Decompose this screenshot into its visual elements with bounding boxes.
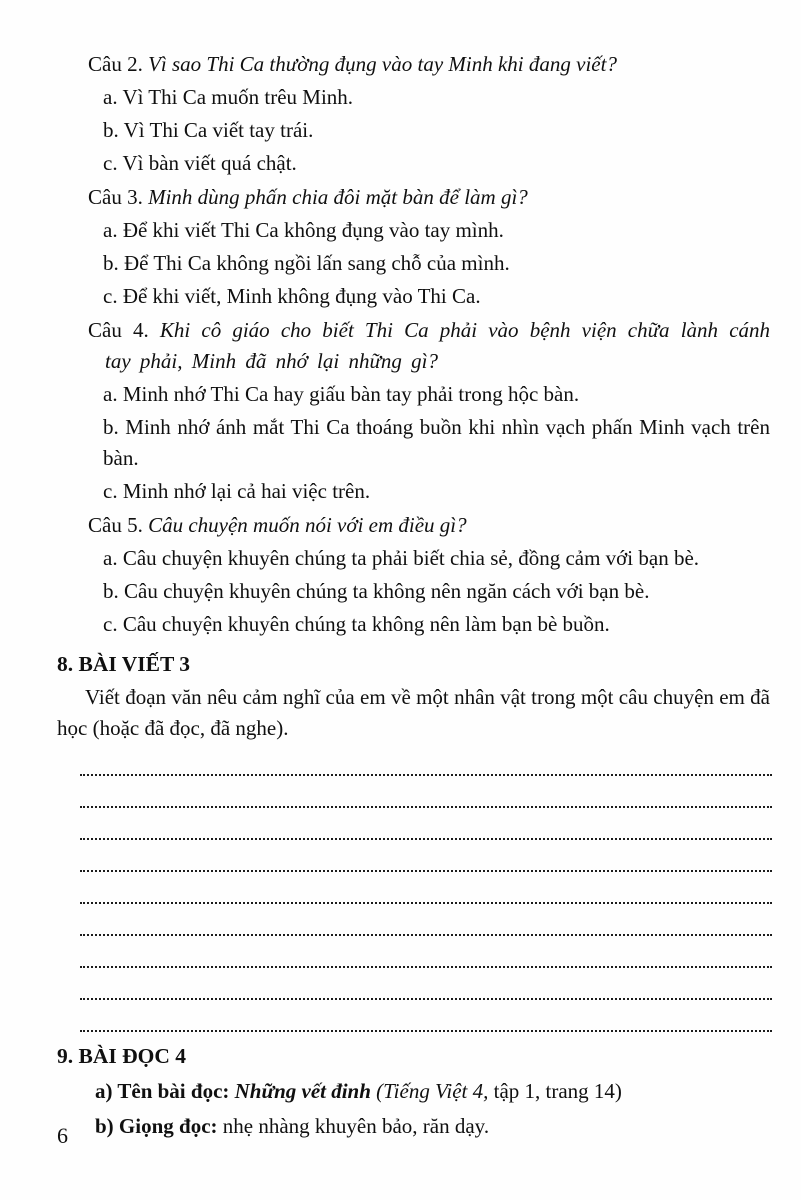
answer-option: c. Vì bàn viết quá chật. [103, 151, 297, 175]
writing-line [80, 870, 772, 872]
question-text: Minh dùng phấn chia đôi mặt bàn để làm gì? [148, 185, 528, 209]
reading-voice-text: nhẹ nhàng khuyên bảo, răn dạy. [222, 1114, 490, 1138]
writing-task-paragraph: Viết đoạn văn nêu cảm nghĩ của em về một nhân vật trong một câu chuyện em đã học (hoặc đã đọc, đã nghe). [57, 685, 770, 740]
reading-source-rest: tập 1, trang 14) [493, 1079, 622, 1103]
answer-option: a. Vì Thi Ca muốn trêu Minh. [103, 85, 354, 109]
question-prompt [57, 49, 770, 80]
answer-option: c. Minh nhớ lại cả hai việc trên. [103, 479, 371, 503]
section-heading: 9. BÀI ĐỌC 4 [57, 1044, 187, 1068]
question-text: Vì sao Thi Ca thường đụng vào tay Minh khi đang viết? [148, 52, 617, 76]
question-prompt [57, 315, 770, 377]
question-label: Câu 3. [88, 185, 143, 209]
reading-book-title: Những vết đinh [234, 1079, 371, 1103]
reading-title-label: a) Tên bài đọc: [95, 1079, 230, 1103]
reading-title-line [57, 1076, 770, 1107]
writing-line [80, 806, 772, 808]
answer-option: a. Câu chuyện khuyên chúng ta phải biết chia sẻ, đồng cảm với bạn bè. [103, 546, 700, 570]
answer-option: b. Vì Thi Ca viết tay trái. [103, 118, 314, 142]
writing-line [80, 838, 772, 840]
question-text: Khi cô giáo cho biết Thi Ca phải vào bệnh viện chữa lành cánh tay phải, Minh đã nhớ lại những gì? [105, 318, 771, 373]
reading-voice-line [57, 1111, 770, 1142]
reading-source-italic: (Tiếng Việt 4, [376, 1079, 489, 1103]
page-number: 6 [57, 1123, 68, 1148]
question-label: Câu 5. [88, 513, 143, 537]
section-bai-viet-3 [57, 648, 770, 1032]
section-heading: 8. BÀI VIẾT 3 [57, 652, 191, 676]
reading-voice-label: b) Giọng đọc: [95, 1114, 218, 1138]
question-cau-5 [57, 510, 770, 640]
question-prompt [57, 182, 770, 213]
question-text: Câu chuyện muốn nói với em điều gì? [148, 513, 467, 537]
answer-option: a. Để khi viết Thi Ca không đụng vào tay mình. [103, 218, 504, 242]
writing-line [80, 902, 772, 904]
question-label: Câu 2. [88, 52, 143, 76]
writing-line [80, 998, 772, 1000]
question-cau-2 [57, 49, 770, 179]
answer-option: b. Câu chuyện khuyên chúng ta không nên ngăn cách với bạn bè. [103, 579, 650, 603]
writing-line [80, 934, 772, 936]
answer-option: c. Câu chuyện khuyên chúng ta không nên làm bạn bè buồn. [103, 612, 610, 636]
section-bai-doc-4 [57, 1040, 770, 1142]
answer-option: b. Minh nhớ ánh mắt Thi Ca thoáng buồn khi nhìn vạch phấn Minh vạch trên bàn. [103, 415, 770, 470]
writing-line [80, 774, 772, 776]
question-cau-4 [57, 315, 770, 507]
writing-line [80, 966, 772, 968]
answer-option: c. Để khi viết, Minh không đụng vào Thi Ca. [103, 284, 481, 308]
question-label: Câu 4. [88, 318, 149, 342]
question-cau-3 [57, 182, 770, 312]
writing-lines [80, 774, 772, 1032]
answer-option: b. Để Thi Ca không ngồi lấn sang chỗ của mình. [103, 251, 510, 275]
answer-option: a. Minh nhớ Thi Ca hay giấu bàn tay phải trong hộc bàn. [103, 382, 580, 406]
question-prompt [57, 510, 770, 541]
writing-line [80, 1030, 772, 1032]
